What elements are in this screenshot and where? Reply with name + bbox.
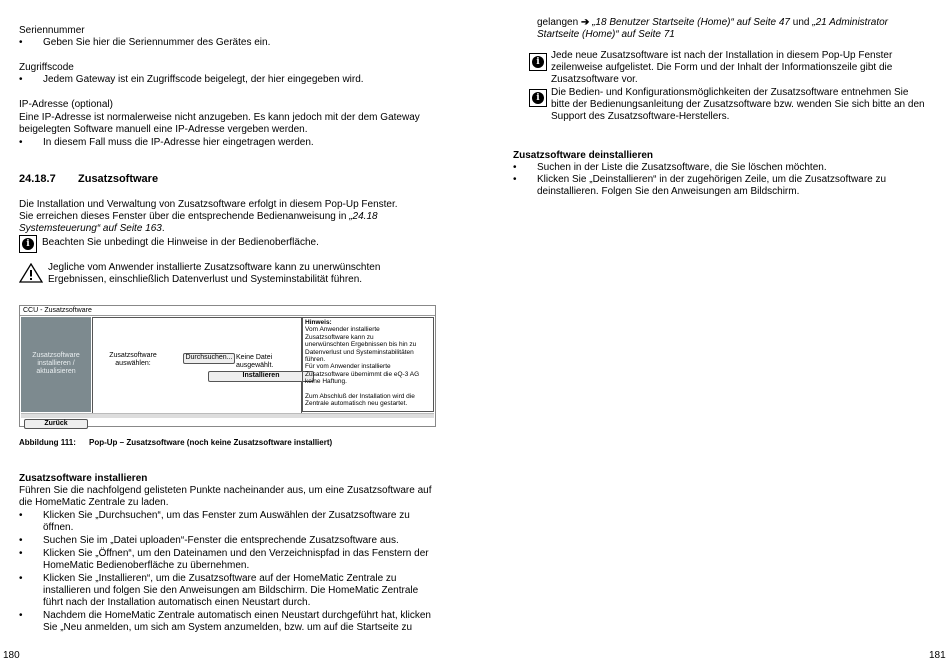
back-button[interactable]: Zurück <box>24 419 88 429</box>
warning-text: Ergebnissen, einschließlich Datenverlust und Systeminstabilität führen. <box>48 274 363 285</box>
info-text-line: Jede neue Zusatzsoftware ist nach der Installation in diesem Pop-Up Fenster <box>551 50 893 61</box>
left-page: Seriennummer • Geben Sie hier die Seriennummer des Gerätes ein. Zugriffscode • Jedem Gateway ist ein Zugriffscode beigelegt, der hier eingegeben wird. IP-Adresse (optional) Eine IP-Adresse ist normalerweise nicht anzugeben. Es kann jedoch mit der dem Gateway beigelegten Software manuell eine IP-Adresse vergeben werden. • In diesem Fall muss die IP-Adresse hier eingetragen werden. 24.18.7 Zusatzsoftware Die Installation und Verwaltung von Zusatzsoftware erfolgt in diesem Pop-Up Fenster. Sie erreichen dieses Fenster über die entsprechende Bedienanweisung in „24.18 Systemsteuerung“ auf Seite 163. i Beachten Sie unbedingt die Hinweise in der Bedienoberfläche. Jegliche vom Anwender installierte Zusatzsoftware kann zu unerwünschten Ergebnissen, einschließlich Datenverlust und Systeminstabilität führen. CCU - Zusatzsoftware Zusatzsoftware installieren / aktualisieren Zusatzsoftware auswählen: Durchsuchen... Keine Datei ausgewählt. Installieren Hinweis: Vom Anwender installierte Zusatzsoftware kann zu unerwünschten Ergebnissen bis hin zu Datenverlust und Systeminstabilitäten führen. Für vom Anwender installierte Zusatzsoftware übernimmt die eQ-3 AG keine Haftung. Zum Abschluß der Installation wird die Zentrale automatisch neu gestartet. Zurück Abbildung 111: Pop-Up – Zusatzsoftware (noch keine Zusatzsoftware installiert) Zusatzsoftware installieren Führen Sie die nachfolgend gelisteten Punkte nacheinander aus, um eine Zusatzsoftware auf die HomeMatic Zentrale zu laden. • Klicken Sie „Durchsuchen“, um das Fenster zum Auswählen der Zusatzsoftware zu öffnen. • Suchen Sie im „Datei uploaden“-Fenster die entsprechende Zusatzsoftware aus. • Klicken Sie „Öffnen“, um den Dateinamen und den Verzeichnispfad in das Fenstern der HomeMatic Bedienoberfläche zu übernehmen. • Klicken Sie „Installieren“, um die Zusatzsoftware auf der HomeMatic Zentrale zu installieren und folgen Sie den Anweisungen am Bildschirm. Die HomeMatic Zentrale führt nach der Installation automatisch einen Neustart durch. • Nachdem die HomeMatic Zentrale automatisch einen Neustart durchgeführt hat, klicken Sie „Neu anmelden, um sich am System anzumelden, bzw. um auf die Startseite zu 180 <box>0 0 475 660</box>
cross-reference-link[interactable]: Systemsteuerung“ auf Seite 163 <box>19 223 162 234</box>
ip-text-line: Eine IP-Adresse ist normalerweise nicht anzugeben. Es kann jedoch mit der dem Gateway <box>19 112 420 123</box>
intro-line: Die Installation und Verwaltung von Zusatzsoftware erfolgt in diesem Pop-Up Fenster. <box>19 199 398 210</box>
page-number: 181 <box>929 650 946 661</box>
popup-upload-panel <box>92 317 302 414</box>
popup-sidebar <box>21 317 91 412</box>
caption-text: Pop-Up – Zusatzsoftware (noch keine Zusatzsoftware installiert) <box>89 438 333 447</box>
install-heading: Zusatzsoftware installieren <box>19 473 148 484</box>
popup-title: CCU - Zusatzsoftware <box>20 306 435 316</box>
cross-reference-link[interactable]: „21 Administrator <box>812 17 889 28</box>
info-text-line: bitte der Bedienungsanleitung der Zusatzsoftware bzw. wenden Sie sich bitte an den <box>551 99 925 110</box>
note-text: Beachten Sie unbedingt die Hinweise in der Bedienoberfläche. <box>42 237 319 248</box>
section-number: 24.18.7 <box>19 173 56 185</box>
ip-text-line: beigelegten Software manuell eine IP-Adresse vergeben werden. <box>19 124 308 135</box>
cross-reference-link[interactable]: „24.18 <box>349 211 378 222</box>
access-heading: Zugriffscode <box>19 62 74 73</box>
caption-label: Abbildung 111: <box>19 438 76 447</box>
info-text-line: Zusatzsoftware vor. <box>551 74 638 85</box>
upload-field-label: Zusatzsoftware auswählen: <box>109 352 157 367</box>
uninstall-heading: Zusatzsoftware deinstallieren <box>513 150 654 161</box>
browse-button[interactable]: Durchsuchen... <box>183 353 235 364</box>
horizontal-scrollbar[interactable] <box>21 413 434 418</box>
page-number: 180 <box>3 650 20 661</box>
ip-heading: IP-Adresse (optional) <box>19 99 113 110</box>
right-page: gelangen ➔ „18 Benutzer Startseite (Home)“ auf Seite 47 und „21 Administrator Startseite (Home)“ auf Seite 71 i Jede neue Zusatzsoftware ist nach der Installation in diesem Pop-Up Fenster zeilenweise aufgelistet. Die Form und der Inhalt der Informationszeile gibt die Zusatzsoftware vor. i Die Bedien- und Konfigurationsmöglichkeiten der Zusatzsoftware entnehmen Sie bitte der Bedienungsanleitung der Zusatzsoftware bzw. wenden Sie sich bitte an den Support des Zusatzsoftware-Herstellers. Zusatzsoftware deinstallieren • Suchen in der Liste die Zusatzsoftware, die Sie löschen möchten. • Klicken Sie „Deinstallieren“ in der zugehörigen Zeile, um die Zusatzsoftware zu deinstallieren. Folgen Sie den Anweisungen am Bildschirm. 181 <box>513 17 946 661</box>
continuation-line: gelangen ➔ „18 Benutzer Startseite (Home)“ auf Seite 47 und „21 Administrator <box>537 17 889 28</box>
info-text-line: Support des Zusatzsoftware-Herstellers. <box>551 111 730 122</box>
popup-hint-box: Hinweis: Vom Anwender installierte Zusatzsoftware kann zu unerwünschten Ergebnissen bis hin zu Datenverlust und Systeminstabilitäten führen. Für vom Anwender installierte Zusatzsoftware übernimmt die eQ-3 AG keine Haftung. Zum Abschluß der Installation wird die Zentrale automatisch neu gestartet. <box>302 317 434 412</box>
warning-text: Jegliche vom Anwender installierte Zusatzsoftware kann zu unerwünschten <box>48 262 381 273</box>
cross-reference-link[interactable]: Startseite (Home)“ auf Seite 71 <box>537 29 675 40</box>
arrow-icon: ➔ <box>580 17 590 28</box>
install-intro: die HomeMatic Zentrale zu laden. <box>19 497 169 508</box>
popup-sidebar-label: Zusatzsoftware installieren / aktualisieren <box>32 352 80 375</box>
section-title: Zusatzsoftware <box>78 173 159 185</box>
section-heading <box>19 173 159 186</box>
install-intro: Führen Sie die nachfolgend gelisteten Punkte nacheinander aus, um eine Zusatzsoftware auf <box>19 485 432 496</box>
popup-screenshot <box>19 305 436 427</box>
no-file-text: Keine Datei ausgewählt. <box>236 354 274 369</box>
serial-heading: Seriennummer <box>19 25 85 36</box>
hint-title: Hinweis: <box>305 319 332 326</box>
intro-line: Sie erreichen dieses Fenster über die entsprechende Bedienanweisung in „24.18 <box>19 211 378 222</box>
info-icon: i <box>529 89 547 107</box>
install-button[interactable]: Installieren <box>208 371 314 382</box>
cross-reference-link[interactable]: „18 Benutzer Startseite (Home)“ auf Seite 47 <box>589 17 790 28</box>
figure-caption <box>19 437 333 449</box>
info-text-line: Die Bedien- und Konfigurationsmöglichkeiten der Zusatzsoftware entnehmen Sie <box>551 87 909 98</box>
warning-triangle-icon <box>19 263 43 283</box>
info-icon: i <box>529 53 547 71</box>
intro-line: Systemsteuerung“ auf Seite 163. <box>19 223 165 234</box>
info-text-line: zeilenweise aufgelistet. Die Form und der Inhalt der Informationszeile gibt die <box>551 62 893 73</box>
info-icon: i <box>19 235 37 253</box>
